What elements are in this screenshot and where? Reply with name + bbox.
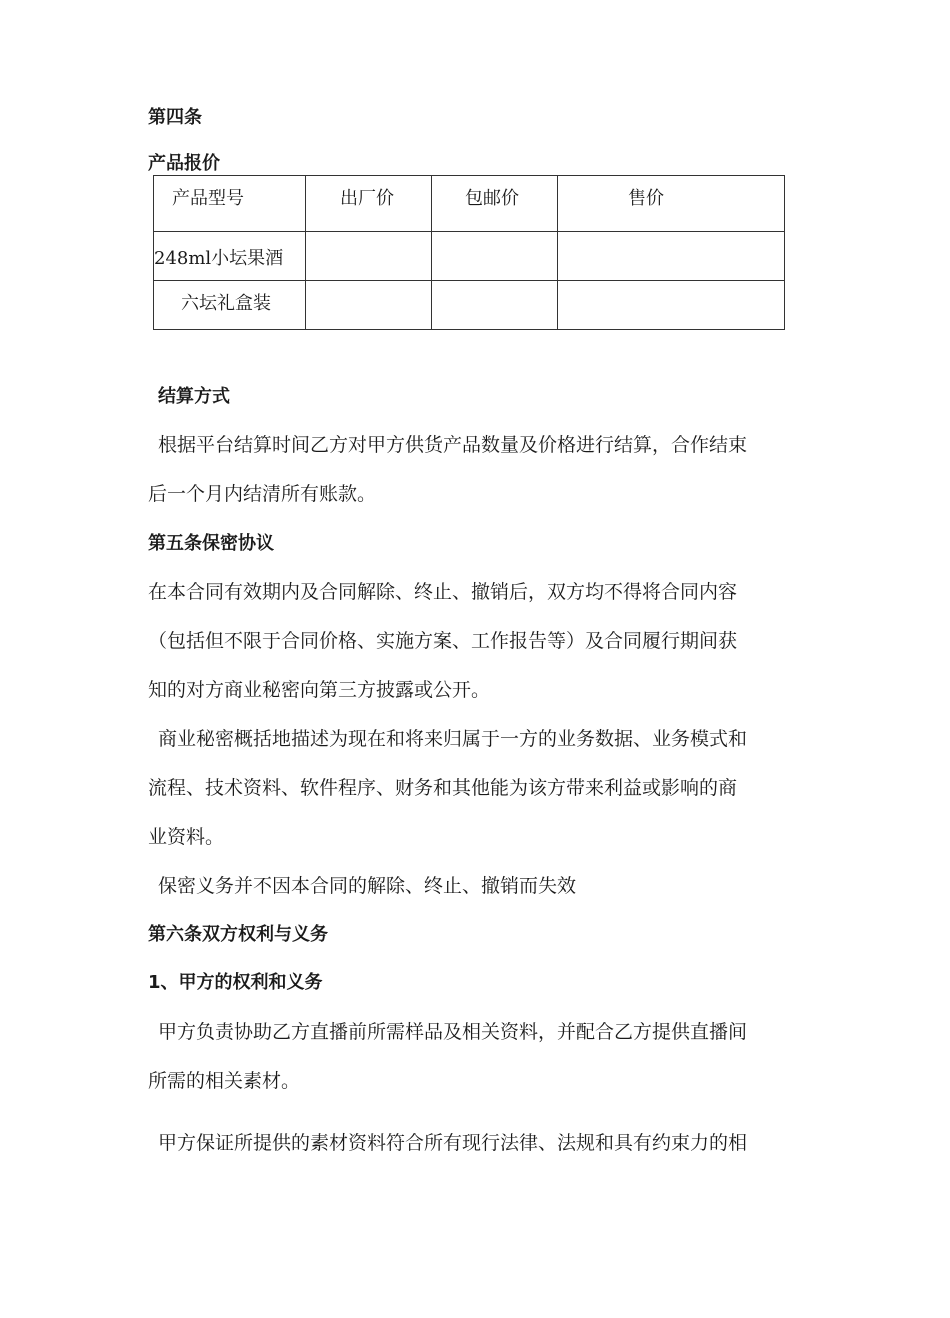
paragraph-line: 知的对方商业秘密向第三方披露或公开。 xyxy=(148,679,491,701)
paragraph-line: 业资料。 xyxy=(148,826,225,848)
table-cell: 248ml小坛果酒 xyxy=(154,232,306,281)
table-row xyxy=(154,232,785,281)
paragraph-line: 甲方保证所提供的素材资料符合所有现行法律、法规和具有约束力的相 xyxy=(158,1132,748,1154)
table-cell xyxy=(558,281,785,330)
table-header-row xyxy=(154,176,785,232)
paragraph-line: 在本合同有效期内及合同解除、终止、撤销后，双方均不得将合同内容 xyxy=(148,581,738,603)
paragraph-line: 保密义务并不因本合同的解除、终止、撤销而失效 xyxy=(158,875,577,897)
paragraph-line: 后一个月内结清所有账款。 xyxy=(148,483,377,505)
header-cell-shipping-price: 包邮价 xyxy=(432,176,558,232)
article-6-subsection-1: 1、甲方的权利和义务 xyxy=(148,972,323,993)
article-5-title: 第五条保密协议 xyxy=(148,533,274,554)
paragraph-line: 根据平台结算时间乙方对甲方供货产品数量及价格进行结算，合作结束 xyxy=(158,434,748,456)
header-cell-model: 产品型号 xyxy=(154,176,306,232)
table-cell xyxy=(432,232,558,281)
price-section-title: 产品报价 xyxy=(148,153,220,174)
price-table xyxy=(153,175,785,330)
table-cell xyxy=(306,281,432,330)
table-cell xyxy=(306,232,432,281)
header-cell-factory-price: 出厂价 xyxy=(306,176,432,232)
table-cell: 六坛礼盒装 xyxy=(154,281,306,330)
paragraph-line: 流程、技术资料、软件程序、财务和其他能为该方带来利益或影响的商 xyxy=(148,777,738,799)
article-6-title: 第六条双方权利与义务 xyxy=(148,924,328,945)
table-cell xyxy=(432,281,558,330)
article-4-title: 第四条 xyxy=(148,107,202,128)
paragraph-line: （包括但不限于合同价格、实施方案、工作报告等）及合同履行期间获 xyxy=(148,630,738,652)
paragraph-line: 甲方负责协助乙方直播前所需样品及相关资料，并配合乙方提供直播间 xyxy=(158,1021,748,1043)
header-cell-retail-price: 售价 xyxy=(558,176,785,232)
table-row xyxy=(154,281,785,330)
paragraph-line: 商业秘密概括地描述为现在和将来归属于一方的业务数据、业务模式和 xyxy=(158,728,748,750)
table-cell xyxy=(558,232,785,281)
settlement-heading: 结算方式 xyxy=(158,386,230,407)
paragraph-line: 所需的相关素材。 xyxy=(148,1070,301,1092)
